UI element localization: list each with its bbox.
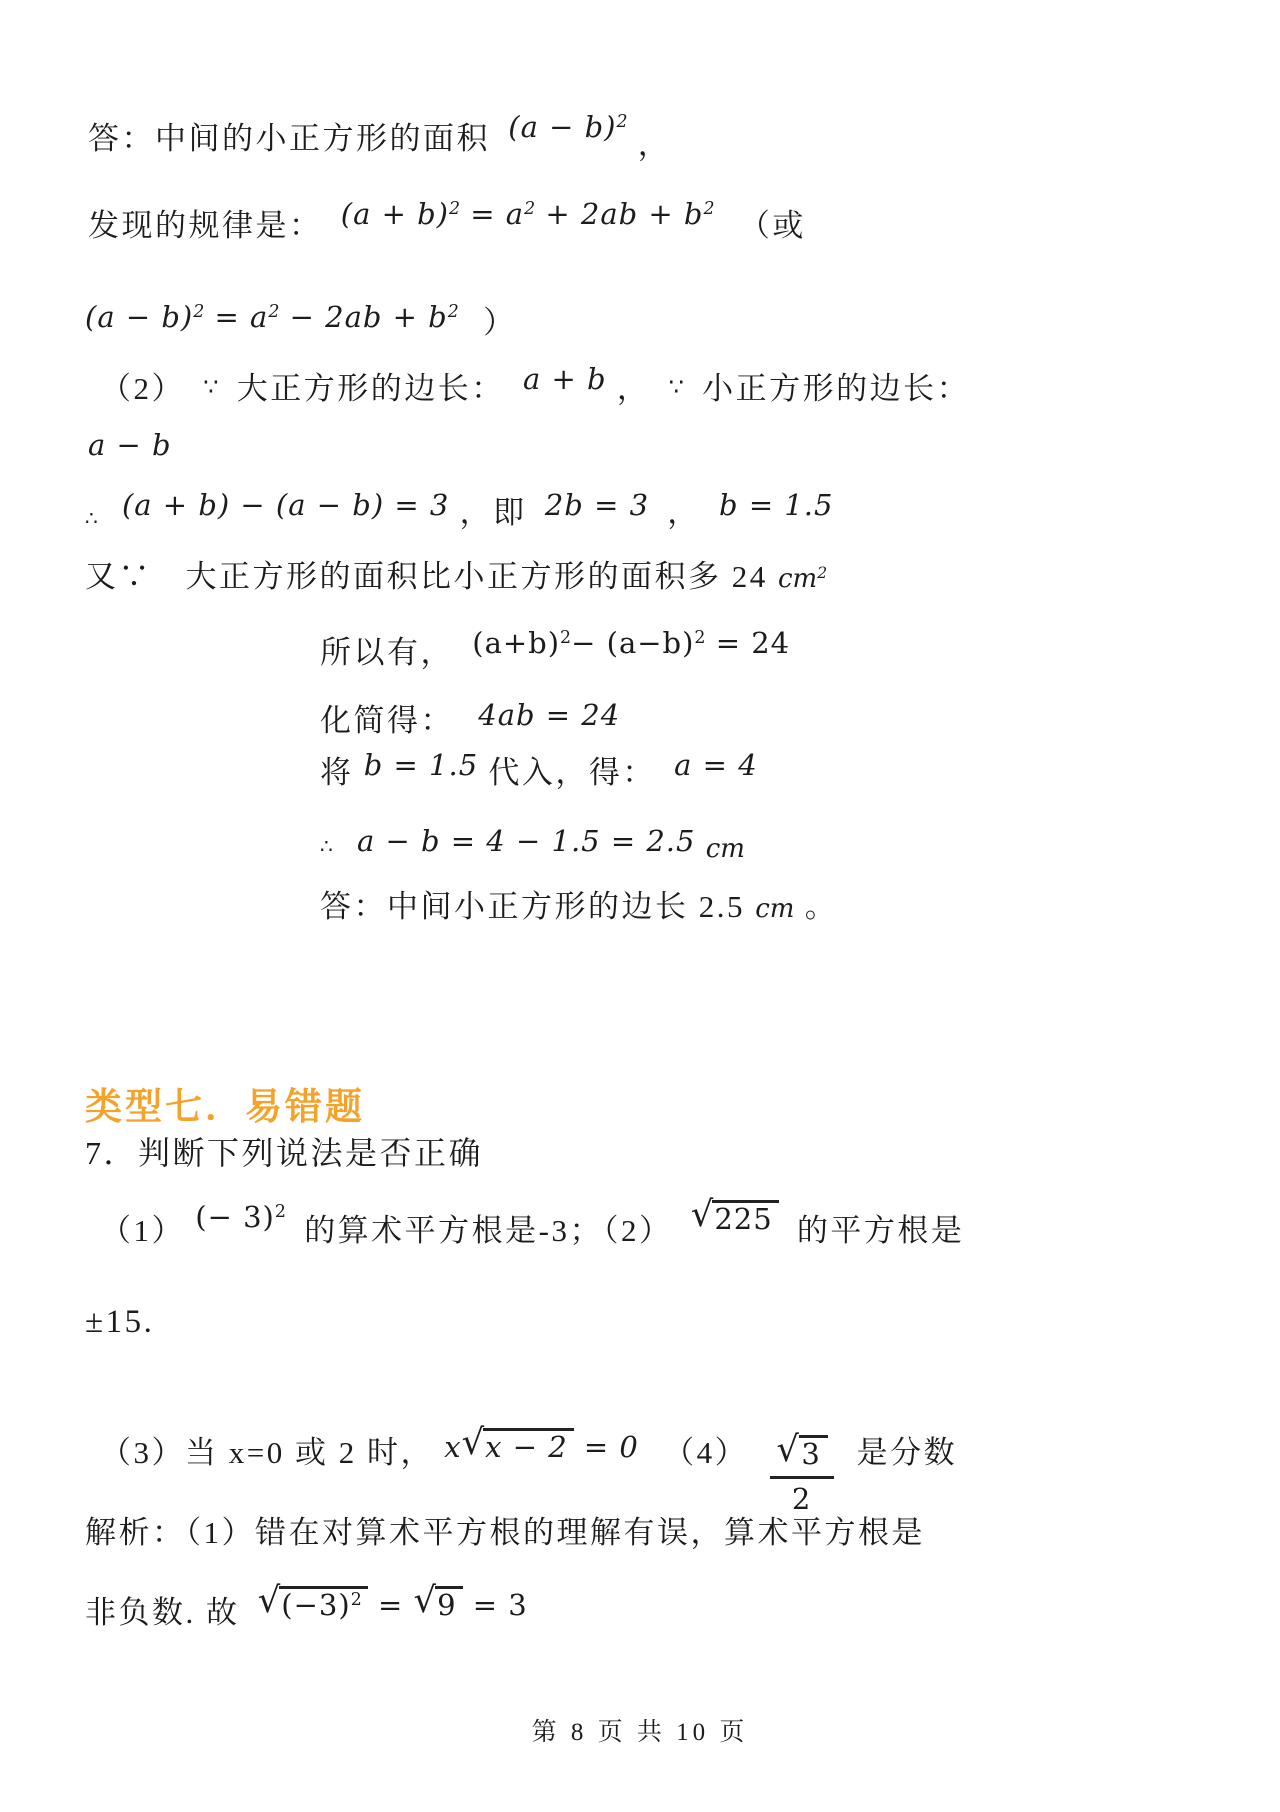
- formula-part: (a + b): [340, 197, 449, 231]
- open-paren-or: （或: [738, 208, 806, 243]
- superscript: 2: [447, 301, 459, 322]
- unit-base: cm: [778, 564, 818, 594]
- page-number-text: 第 8 页 共 10 页: [531, 1719, 749, 1746]
- formula-equals-0: = 0: [573, 1430, 639, 1464]
- therefore-equation-line: [320, 626, 791, 674]
- formula-2b-3: 2b = 3: [544, 488, 650, 522]
- radical-body: x − 2: [483, 1428, 574, 1464]
- plus-minus-15: ±15.: [85, 1304, 155, 1340]
- rule-line: [88, 197, 806, 247]
- therefore-symbol: ∴: [320, 836, 333, 858]
- because-symbol: ∵: [668, 375, 684, 401]
- formula-x-sqrt: [444, 1422, 639, 1464]
- formula-x: x: [444, 1430, 462, 1464]
- text: 又∵ 大正方形的面积比小正方形的面积多 24: [85, 559, 778, 594]
- statements-1-2-line: [100, 1194, 965, 1252]
- radical-sign: √: [257, 1580, 282, 1621]
- statements-3-4-line: [100, 1422, 958, 1516]
- formula-neg3-squared: [195, 1200, 286, 1234]
- formula-diff-square-expansion: [85, 300, 459, 334]
- radical: [257, 1580, 368, 1622]
- formula-a-plus-b: a + b: [523, 362, 607, 396]
- formula-squares-difference-24: [472, 626, 790, 660]
- section-heading-type7: [85, 1076, 365, 1130]
- text: 小正方形的边长：: [702, 371, 971, 406]
- superscript: 2: [193, 301, 205, 322]
- formula-sqrt-neg3-squared: [257, 1580, 528, 1622]
- fraction-sqrt3-over-2: [770, 1429, 834, 1516]
- text: ，即: [459, 495, 527, 530]
- superscript: 2: [703, 198, 715, 219]
- radical-base: (−3): [281, 1588, 351, 1622]
- radical-sign: √: [690, 1194, 715, 1235]
- radical-body: 225: [712, 1200, 778, 1236]
- formula-a-minus-b-squared: [508, 110, 627, 144]
- numerator: [770, 1429, 834, 1479]
- unit-cm: cm: [705, 834, 745, 864]
- item-number: （4）: [663, 1435, 749, 1470]
- formula-base: (a − b): [508, 110, 617, 144]
- text: 代入，得：: [488, 755, 656, 790]
- equals-3: = 3: [462, 1588, 528, 1622]
- simplify-line: [320, 700, 620, 742]
- formula-part: = 24: [705, 626, 791, 660]
- superscript: 2: [817, 563, 828, 582]
- formula-part: − 2ab + b: [279, 300, 448, 334]
- comma: ，: [637, 127, 672, 162]
- comma: ，: [667, 495, 701, 530]
- formula-part: = a: [204, 300, 269, 334]
- formula-difference-3: (a + b) − (a − b) = 3: [121, 488, 450, 522]
- superscript: 2: [448, 198, 461, 219]
- result-line: [320, 820, 745, 862]
- formula-part: + 2ab + b: [535, 197, 704, 231]
- small-square-side-line: [88, 428, 172, 462]
- radical-body: 9: [435, 1586, 462, 1622]
- therefore-symbol: ∴: [85, 508, 98, 530]
- formula-sum-square-expansion: [341, 197, 715, 231]
- superscript: 2: [350, 1589, 362, 1610]
- analysis-line: [85, 1512, 925, 1554]
- formula-base: (− 3): [195, 1200, 275, 1234]
- formula-result-2-5: a − b = 4 − 1.5 = 2.5: [356, 824, 706, 858]
- unit-cm-squared: [778, 564, 827, 594]
- close-paren: ）: [483, 305, 517, 340]
- formula-a-4: a = 4: [674, 748, 758, 782]
- radical: [413, 1580, 463, 1622]
- radical-sign: √: [413, 1580, 438, 1621]
- superscript: 2: [560, 627, 572, 648]
- unit-cm: cm: [755, 894, 795, 924]
- comma: ，: [616, 371, 651, 406]
- question-7-line: [85, 1132, 483, 1175]
- superscript: 2: [268, 301, 280, 322]
- radical-body: 3: [799, 1435, 828, 1471]
- superscript: 2: [694, 627, 706, 648]
- formula-part: (a − b): [85, 300, 194, 334]
- formula-a-minus-b: a − b: [88, 428, 172, 462]
- substitute-line: [320, 748, 758, 794]
- formula-part: − (a−b): [571, 626, 695, 660]
- part2-side-length-line: [100, 362, 971, 410]
- radical-body: [279, 1586, 367, 1622]
- superscript: 2: [274, 1201, 286, 1222]
- period: 。: [804, 889, 839, 924]
- area-difference-line: [85, 556, 827, 598]
- text: 非负数. 故: [85, 1595, 240, 1630]
- pm15-line: [85, 1300, 154, 1345]
- text: 化简得：: [320, 703, 454, 738]
- formula-part: (a+b): [472, 626, 561, 660]
- text: 是分数: [856, 1435, 958, 1470]
- formula-b-1-5: b = 1.5: [719, 488, 834, 522]
- superscript: 2: [524, 198, 536, 219]
- radical-sign: √: [776, 1429, 802, 1471]
- denominator: 2: [791, 1482, 813, 1516]
- text: 答：中间的小正方形的面积: [88, 121, 490, 156]
- question-text: 7．判断下列说法是否正确: [85, 1135, 484, 1171]
- superscript: 2: [616, 111, 628, 132]
- equation-line: [85, 488, 834, 534]
- rule-line-2: [85, 296, 517, 338]
- analysis-conclusion-line: [85, 1580, 528, 1634]
- text: 将: [320, 755, 354, 790]
- formula-part: = a: [460, 197, 525, 231]
- formula-b-1-5: b = 1.5: [363, 748, 479, 782]
- answer-small-square-area-line: [88, 110, 672, 162]
- radical: [776, 1429, 828, 1472]
- formula-sqrt-225: [690, 1194, 779, 1236]
- text: 大正方形的边长：: [236, 371, 505, 406]
- text: 所以有，: [320, 635, 454, 670]
- text: 答：中间小正方形的边长 2.5: [320, 889, 756, 924]
- page-footer: [0, 1712, 1280, 1748]
- formula-4ab-24: 4ab = 24: [478, 698, 621, 732]
- item-number: （1）: [100, 1213, 185, 1248]
- text: 的算术平方根是-3；（2）: [304, 1213, 673, 1248]
- answer-side-length-line: [320, 886, 838, 928]
- radical-sign: √: [461, 1422, 486, 1463]
- radical: [461, 1422, 574, 1464]
- text: 发现的规律是：: [88, 208, 323, 243]
- section-heading-label: 类型七．易错题: [85, 1086, 365, 1127]
- item-number-and-text: （3）当 x=0 或 2 时，: [100, 1435, 434, 1470]
- item-number: （2）: [100, 371, 185, 406]
- analysis-text: 解析：（1）错在对算术平方根的理解有误，算术平方根是: [85, 1515, 925, 1550]
- because-symbol: ∵: [203, 375, 219, 401]
- equals: =: [367, 1588, 414, 1622]
- text: 的平方根是: [796, 1213, 965, 1248]
